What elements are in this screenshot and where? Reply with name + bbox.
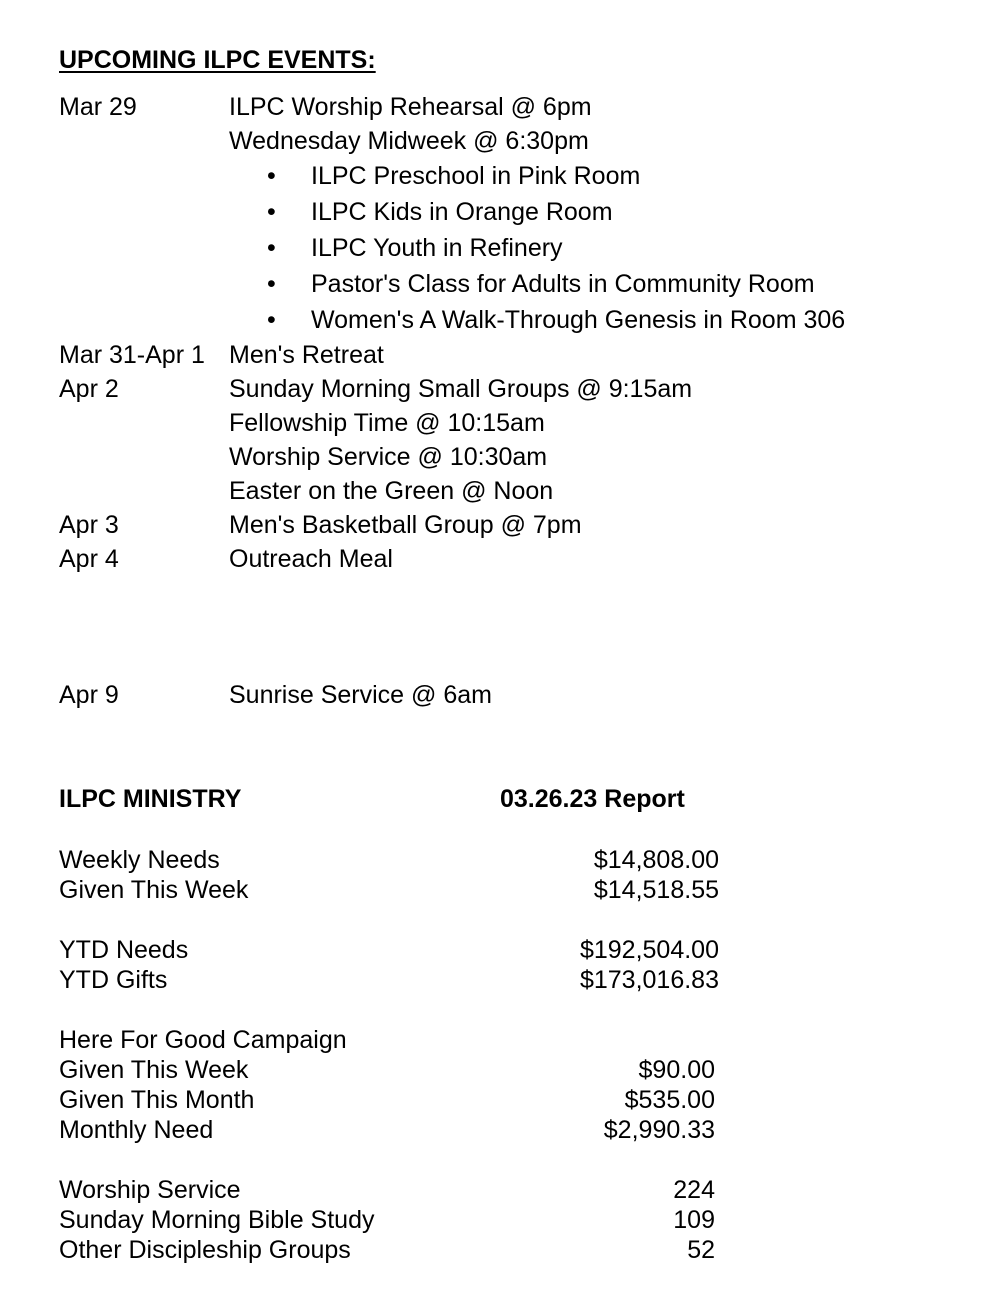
event-description: Easter on the Green @ Noon xyxy=(229,477,554,505)
event-date: Apr 4 xyxy=(59,545,119,573)
event-row xyxy=(59,372,959,406)
event-description: ILPC Worship Rehearsal @ 6pm xyxy=(229,93,592,121)
report-group-ytd xyxy=(59,935,719,995)
event-row xyxy=(59,124,959,158)
row-label: YTD Needs xyxy=(59,936,189,964)
row-label: Given This Month xyxy=(59,1086,255,1114)
row-value: 109 xyxy=(673,1206,715,1234)
event-description: Men's Basketball Group @ 7pm xyxy=(229,511,582,539)
row-value: $535.00 xyxy=(624,1086,715,1114)
event-description: Worship Service @ 10:30am xyxy=(229,443,548,471)
table-row xyxy=(59,1115,719,1145)
list-item-label: ILPC Preschool in Pink Room xyxy=(311,162,641,190)
event-row xyxy=(59,678,959,712)
row-value: $14,518.55 xyxy=(593,876,719,904)
event-date: Apr 3 xyxy=(59,511,119,539)
list-item xyxy=(59,266,959,302)
report-group-weekly xyxy=(59,845,719,905)
row-value: 52 xyxy=(687,1236,715,1264)
list-item xyxy=(59,158,959,194)
event-description: Men's Retreat xyxy=(229,341,384,369)
table-row xyxy=(59,1025,719,1055)
blank-line xyxy=(59,610,959,644)
table-row xyxy=(59,1235,719,1265)
row-label: Given This Week xyxy=(59,1056,249,1084)
row-label: Sunday Morning Bible Study xyxy=(59,1206,375,1234)
row-label: Worship Service xyxy=(59,1176,241,1204)
event-date: Mar 29 xyxy=(59,93,137,121)
list-item xyxy=(59,302,959,338)
ministry-heading-label: ILPC MINISTRY xyxy=(59,785,242,813)
row-value: 224 xyxy=(673,1176,715,1204)
event-row xyxy=(59,508,959,542)
table-row xyxy=(59,1055,719,1085)
row-label: Given This Week xyxy=(59,876,249,904)
list-item-label: Pastor's Class for Adults in Community Room xyxy=(311,270,815,298)
table-row xyxy=(59,1205,719,1235)
event-row xyxy=(59,440,959,474)
list-item xyxy=(59,194,959,230)
list-item-label: Women's A Walk-Through Genesis in Room 306 xyxy=(311,306,846,334)
row-value: $192,504.00 xyxy=(579,936,719,964)
table-row xyxy=(59,845,719,875)
report-date-label: 03.26.23 Report xyxy=(500,785,685,813)
event-row xyxy=(59,542,959,576)
page-title: UPCOMING ILPC EVENTS: xyxy=(59,46,376,74)
report-group-attendance xyxy=(59,1175,719,1265)
list-item-label: ILPC Youth in Refinery xyxy=(311,234,563,262)
bullet-icon: • xyxy=(267,306,276,334)
table-row xyxy=(59,935,719,965)
events-list xyxy=(59,90,959,712)
bullet-icon: • xyxy=(267,270,276,298)
row-value: $90.00 xyxy=(638,1056,715,1084)
event-description: Sunday Morning Small Groups @ 9:15am xyxy=(229,375,693,403)
ministry-report-table xyxy=(59,845,719,1265)
event-description: Wednesday Midweek @ 6:30pm xyxy=(229,127,589,155)
row-value: $2,990.33 xyxy=(603,1116,715,1144)
event-description: Outreach Meal xyxy=(229,545,393,573)
event-description: Sunrise Service @ 6am xyxy=(229,681,492,709)
row-value: $14,808.00 xyxy=(593,846,719,874)
event-row xyxy=(59,474,959,508)
table-row xyxy=(59,1085,719,1115)
event-date: Mar 31-Apr 1 xyxy=(59,341,205,369)
event-description: Fellowship Time @ 10:15am xyxy=(229,409,545,437)
event-date: Apr 2 xyxy=(59,375,119,403)
row-label: Weekly Needs xyxy=(59,846,220,874)
report-group-campaign xyxy=(59,1025,719,1145)
ministry-report-heading xyxy=(59,785,959,819)
bullet-icon: • xyxy=(267,162,276,190)
table-row xyxy=(59,875,719,905)
event-row xyxy=(59,338,959,372)
bullet-icon: • xyxy=(267,198,276,226)
row-label: Here For Good Campaign xyxy=(59,1026,347,1054)
event-date: Apr 9 xyxy=(59,681,119,709)
row-value: $173,016.83 xyxy=(579,966,719,994)
blank-line xyxy=(59,644,959,678)
list-item xyxy=(59,230,959,266)
list-item-label: ILPC Kids in Orange Room xyxy=(311,198,613,226)
blank-line xyxy=(59,576,959,610)
table-row xyxy=(59,1175,719,1205)
row-label: YTD Gifts xyxy=(59,966,168,994)
table-row xyxy=(59,965,719,995)
row-label: Other Discipleship Groups xyxy=(59,1236,351,1264)
row-label: Monthly Need xyxy=(59,1116,214,1144)
bullet-icon: • xyxy=(267,234,276,262)
event-row xyxy=(59,90,959,124)
event-row xyxy=(59,406,959,440)
